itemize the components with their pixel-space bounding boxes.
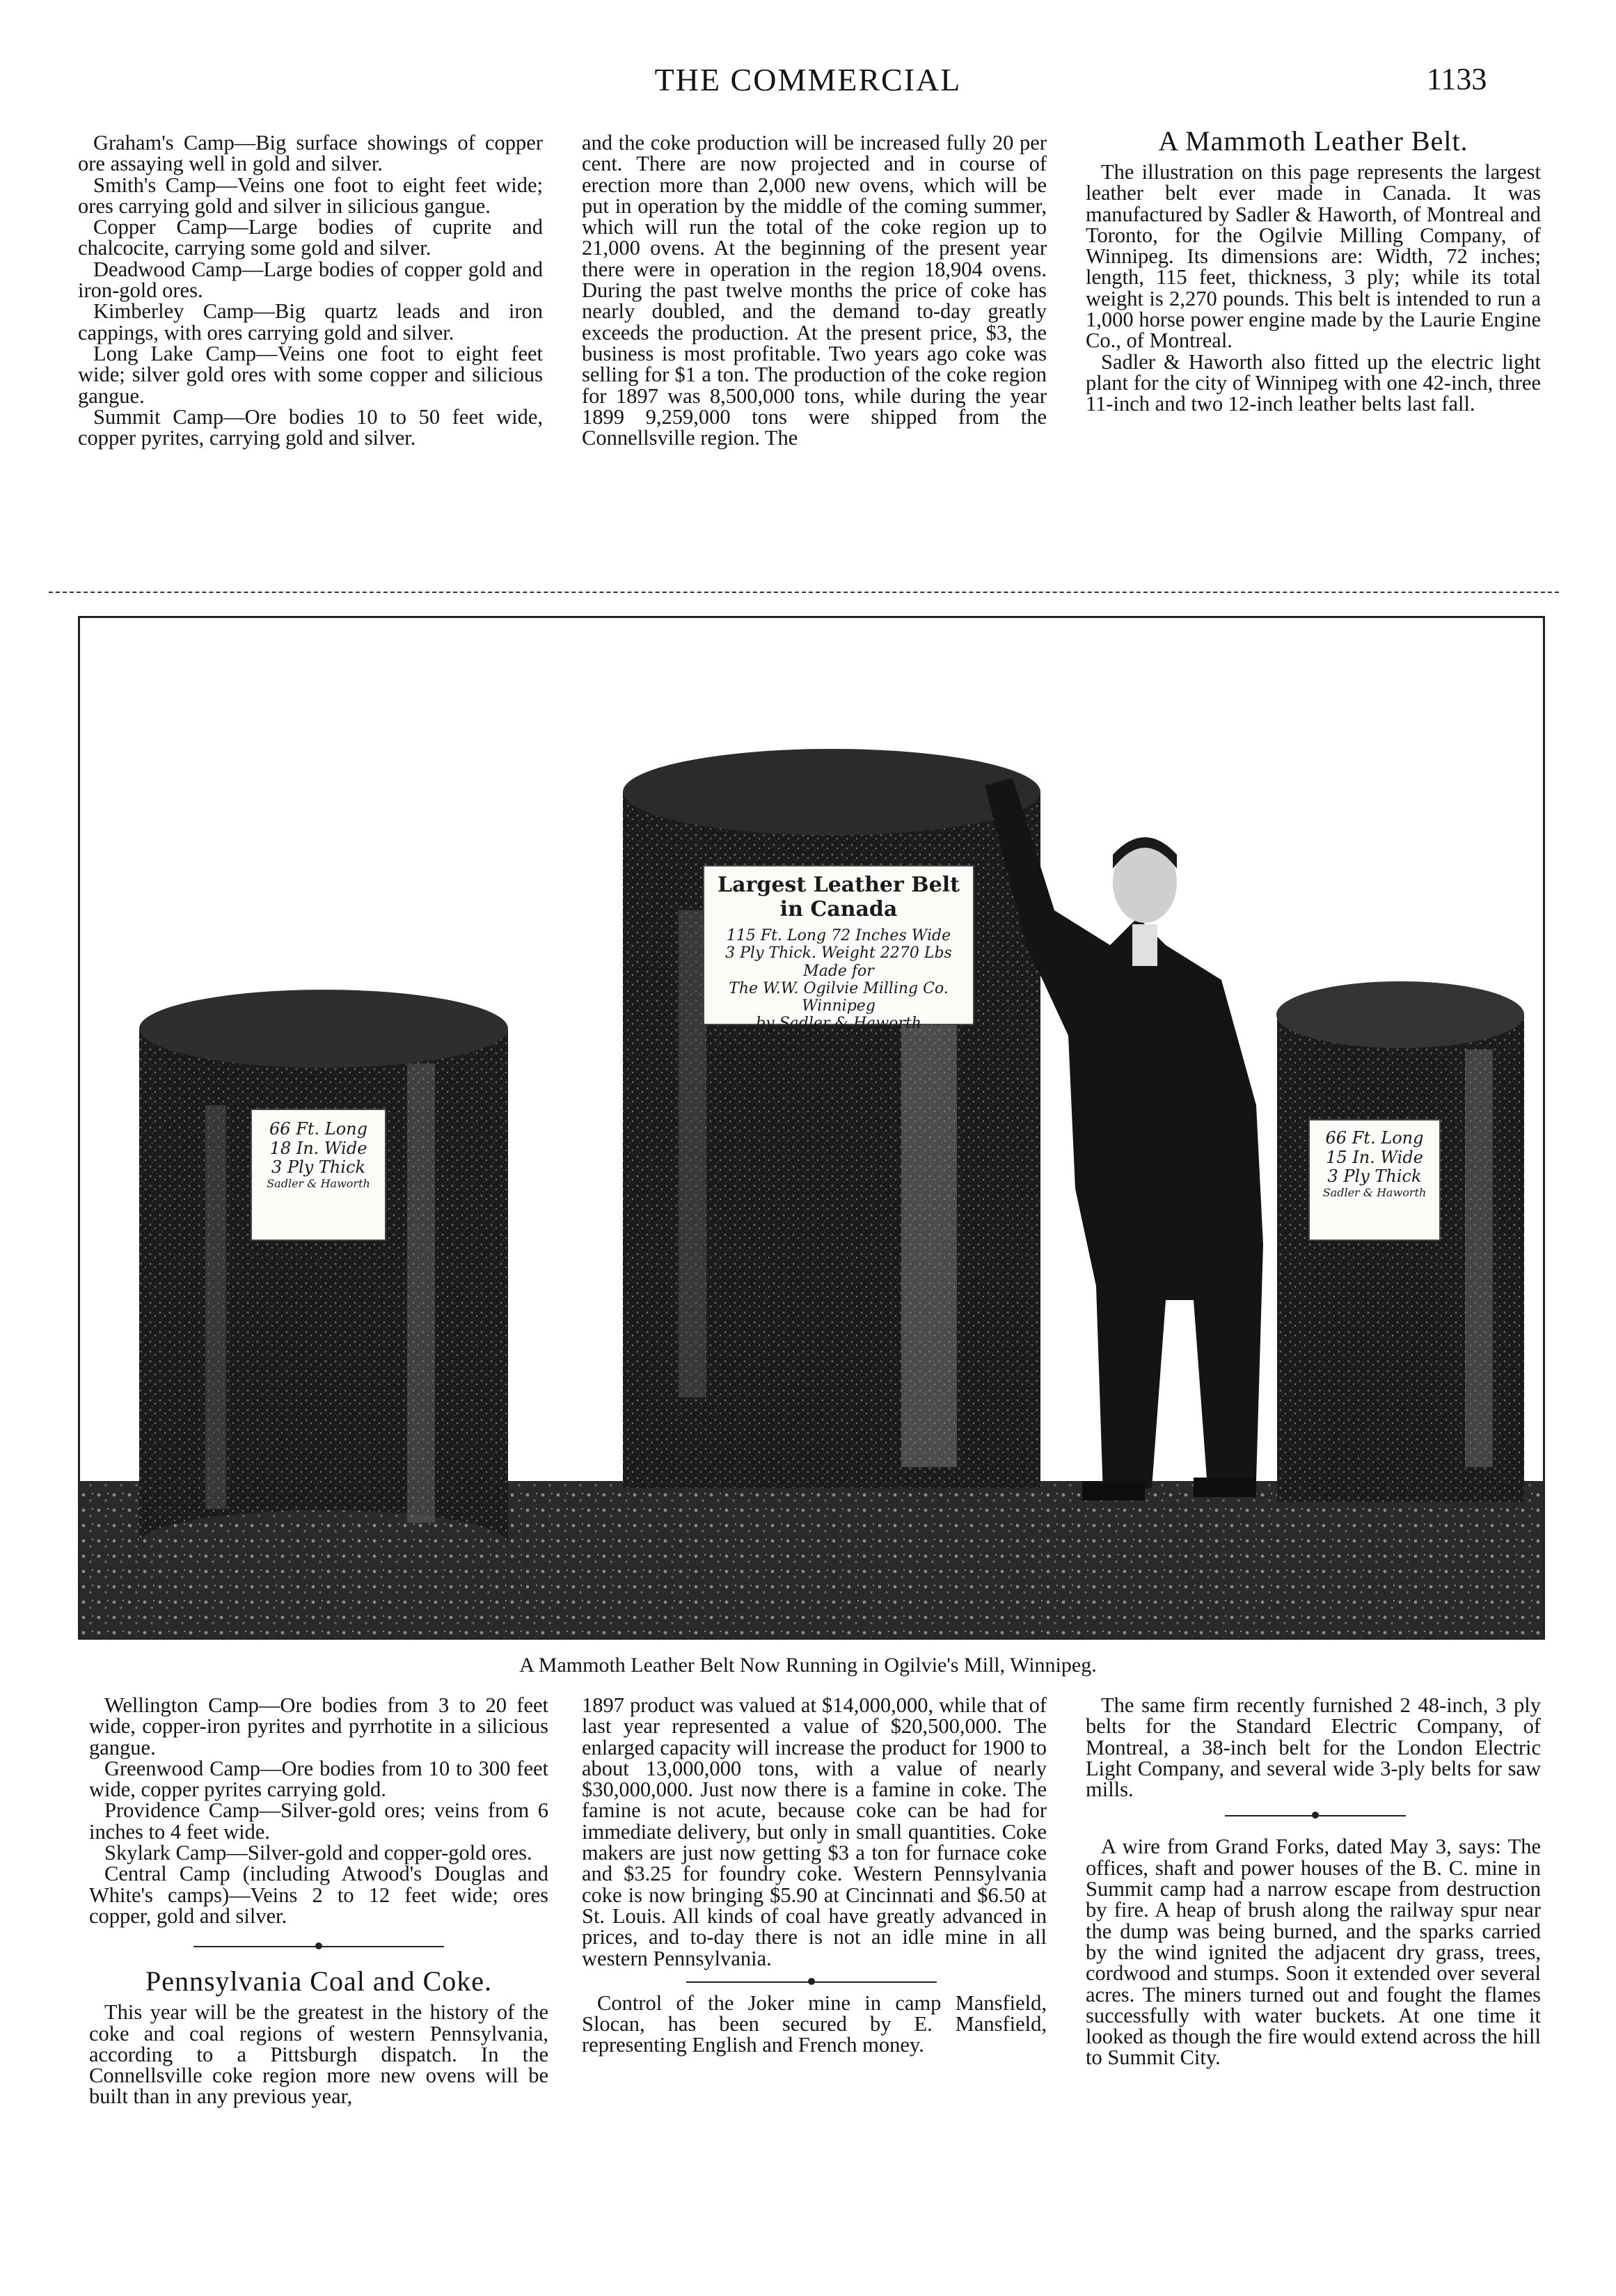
paragraph: Copper Camp—Large bodies of cuprite and chalcocite, carrying some gold and silver. — [78, 215, 543, 260]
sign-line: 115 Ft. Long 72 Inches Wide — [726, 927, 951, 944]
right-belt-roll — [1276, 981, 1524, 1502]
sign-line: Made for — [803, 962, 874, 980]
paragraph: The same firm recently furnished 2 48-inch, 3 ply belts for the Standard Electric Company, of Montreal, a 38-inch belt for the London Electric Light Company, and several wide 3-ply belts for saw mills. — [1086, 1693, 1541, 1802]
article-heading: Pennsylvania Coal and Coke. — [145, 1965, 493, 1997]
sign-line: 66 Ft. Long — [1325, 1128, 1424, 1148]
page-number: 1133 — [1427, 62, 1487, 96]
top-column-1 — [78, 132, 543, 448]
paragraph: Central Camp (including Atwood's Douglas and White's camps)—Veins 2 to 12 feet wide; ores copper, gold and silver. — [89, 1862, 548, 1928]
center-sign — [703, 865, 974, 1033]
sign-line: Sadler & Haworth — [1322, 1185, 1427, 1199]
paragraph: Providence Camp—Silver-gold ores; veins from 6 inches to 4 feet wide. — [89, 1798, 548, 1844]
photo-caption: A Mammoth Leather Belt Now Running in Ogilvie's Mill, Winnipeg. — [519, 1654, 1097, 1677]
masthead-title: THE COMMERCIAL — [654, 62, 962, 97]
sign-line: Sadler & Haworth — [267, 1176, 370, 1190]
bottom-column-2 — [582, 1695, 1047, 2056]
ornamental-rule — [686, 1977, 937, 1987]
bottom-column-3 — [1086, 1695, 1541, 2068]
sign-line: 66 Ft. Long — [269, 1119, 367, 1139]
paragraph: Smith's Camp—Veins one foot to eight feet wide; ores carrying gold and silver in silicious gangue. — [78, 173, 543, 218]
left-sign — [251, 1109, 386, 1241]
sign-line: Largest Leather Belt in Canada — [718, 873, 960, 921]
sign-line: by Sadler & Haworth — [756, 1015, 921, 1033]
paragraph: Graham's Camp—Big surface showings of copper ore assaying well in gold and silver. — [78, 131, 543, 176]
paragraph: This year will be the greatest in the history of the coke and coal regions of western Pennsylvania, according to a Pittsburgh dispatch. In the Connellsville coke region more new ovens will be built than in any previous year, — [89, 2000, 548, 2109]
paragraph: Control of the Joker mine in camp Mansfield, Slocan, has been secured by E. Mansfield, representing English and French money. — [582, 1990, 1047, 2057]
sign-line: 15 In. Wide — [1326, 1147, 1423, 1167]
left-belt-roll — [139, 990, 508, 1577]
paragraph: Sadler & Haworth also fitted up the electric light plant for the city of Winnipeg with one 42-inch, three 11-inch and two 12-inch leather belts last fall. — [1086, 349, 1541, 416]
paragraph: The illustration on this page represents the largest leather belt ever made in Canada. It was manufactured by Sadler & Haworth, of Montreal and Toronto, for the Ogilvie Milling Company, of Winnipeg. Its dimensions are: Width, 72 inches; length, 115 feet, thickness, 3 ply; while its total weight is 2,270 pounds. This belt is intended to run a 1,000 horse power engine made by the Laurie Engine Co., of Montreal. — [1086, 160, 1541, 353]
sign-line: 18 In. Wide — [269, 1138, 367, 1158]
paragraph: Kimberley Camp—Big quartz leads and iron cappings, with ores carrying gold and silver. — [78, 299, 543, 345]
paragraph: Skylark Camp—Silver-gold and copper-gold ores. — [104, 1841, 532, 1865]
paragraph: Deadwood Camp—Large bodies of copper gold and iron-gold ores. — [78, 257, 543, 303]
paragraph: Summit Camp—Ore bodies 10 to 50 feet wide, copper pyrites, carrying gold and silver. — [78, 404, 543, 450]
top-column-2 — [582, 132, 1047, 448]
section-divider — [49, 592, 1559, 593]
sign-line: 3 Ply Thick. Weight 2270 Lbs — [725, 944, 952, 963]
paragraph: Long Lake Camp—Veins one foot to eight feet wide; silver gold ores with some copper and silicious gangue. — [78, 341, 543, 408]
article-heading: A Mammoth Leather Belt. — [1158, 125, 1468, 157]
paragraph: 1897 product was valued at $14,000,000, while that of last year represented a value of $20,500,000. The enlarged capacity will increase the product for 1900 to about 13,000,000 tons, with a value of nearly $30,000,000. Just now there is a famine in coke. The famine is not acute, because coke can be had for immediate delivery, but only in small quantities. Coke makers are just now getting $3 a ton for furnace coke and $3.25 for foundry coke. Western Pennsylvania coke is now bringing $5.90 at Cincinnati and $6.50 at St. Louis. All kinds of coal have greatly advanced in prices, and to-day there is not an idle mine in all western Pennsylvania. — [582, 1693, 1047, 1970]
leather-belt-photo — [78, 616, 1545, 1640]
paragraph: A wire from Grand Forks, dated May 3, says: The offices, shaft and power houses of the B. C. mine in Summit camp had a narrow escape from destruction by fire. A heap of brush along the railway spur near the dump was being burned, and the sparks carried by the wind ignited the adjacent dry grass, trees, cordwood and stumps. Soon it extended over several acres. The miners turned out and fought the flames successfully with water buckets. At one time it looked as though the fire would extend across the hill to Summit City. — [1086, 1835, 1541, 2070]
sign-line: 3 Ply Thick — [1327, 1166, 1422, 1187]
sign-line: The W.W. Ogilvie Milling Co. Winnipeg — [729, 979, 949, 1015]
paragraph: and the coke production will be increased fully 20 per cent. There are now projected and in course of erection more than 2,000 new ovens, which will be put in operation by the middle of the coming summer, which will run the total of the coke region up to 21,000 ovens. At the beginning of the present year there were in operation in the region 18,904 ovens. During the past twelve months the price of coke has nearly doubled, and the demand to-day greatly exceeds the production. At the present price, $3, the business is most profitable. Two years ago coke was selling for $1 a ton. The production of the coke region for 1897 was 8,500,000 tons, while during the year 1899 9,259,000 tons were shipped from the Connellsville region. The — [582, 131, 1047, 450]
right-sign — [1308, 1119, 1441, 1241]
ornamental-rule — [1225, 1811, 1406, 1821]
paragraph: Greenwood Camp—Ore bodies from 10 to 300 feet wide, copper pyrites carrying gold. — [89, 1756, 548, 1802]
top-column-3 — [1086, 125, 1541, 415]
center-belt-roll — [623, 749, 1040, 1488]
ornamental-rule — [193, 1942, 444, 1951]
sign-line: 3 Ply Thick — [271, 1157, 366, 1178]
paragraph: Wellington Camp—Ore bodies from 3 to 20 feet wide, copper-iron pyrites and pyrrhotite in a silicious gangue. — [89, 1693, 548, 1759]
bottom-column-1 — [89, 1695, 548, 2107]
